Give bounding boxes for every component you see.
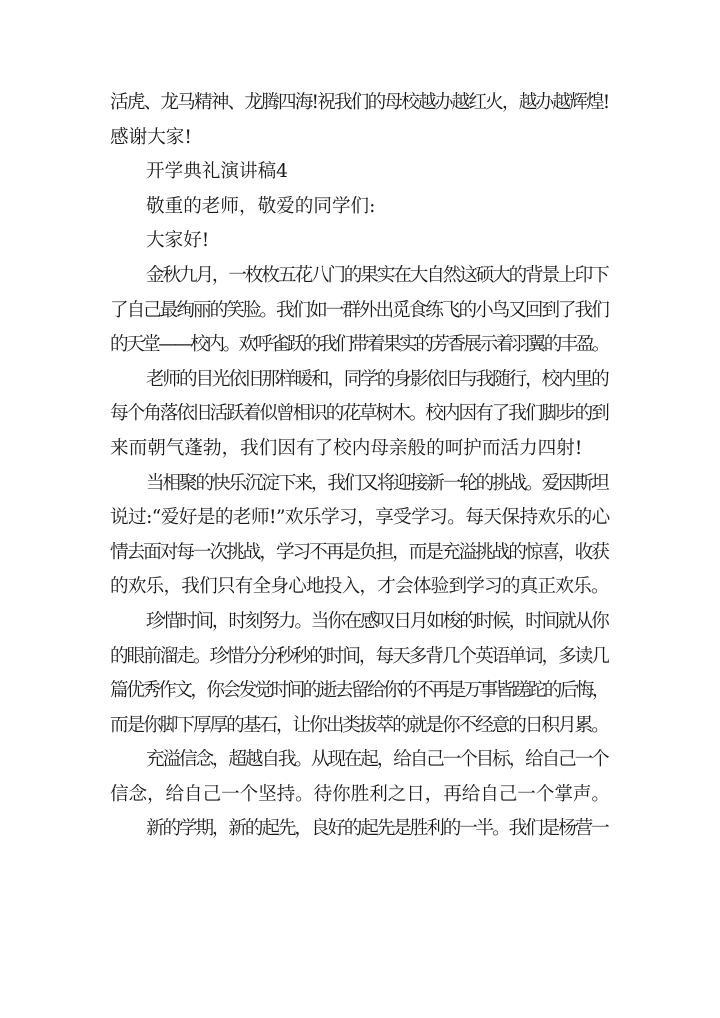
text-line: 的眼前溜走。珍惜分分秒秒的时间，每天多背几个英语单词，多读几 <box>110 645 608 667</box>
text-line: 而是你脚下厚厚的基石，让你出类拔萃的就是你不经意的日积月累。 <box>110 714 608 736</box>
text-line: 的欢乐，我们只有全身心地投入，才会体验到学习的真正欢乐。 <box>110 576 609 598</box>
text-line: 篇优秀作文，你会发觉时间的逝去留给你的不再是万事皆蹉跎的后悔， <box>110 680 608 702</box>
text-line: 敬重的老师，敬爱的同学们: <box>146 195 376 217</box>
document-body <box>110 86 610 847</box>
text-line: 充溢信念，超越自我。从现在起，给自己一个目标，给自己一个 <box>146 749 608 771</box>
text-line: 新的学期，新的起先，良好的起先是胜利的一半。我们是杨营一 <box>146 818 608 840</box>
text-line: 每个角落依旧活跃着似曾相识的花草树木。校内因有了我们脚步的到 <box>110 403 608 425</box>
text-line: 珍惜时间，时刻努力。当你在感叹日月如梭的时候，时间就从你 <box>146 610 608 632</box>
text-line: 来而朝气蓬勃，我们因有了校内母亲般的呵护而活力四射! <box>110 437 583 459</box>
text-line: 当相聚的快乐沉淀下来，我们又将迎接新一轮的挑战。爱因斯坦 <box>146 472 608 494</box>
text-line: 感谢大家! <box>110 126 192 148</box>
text-line: 老师的目光依旧那样暖和，同学的身影依旧与我随行，校内里的 <box>146 368 608 390</box>
text-line: 说过:“爱好是的老师!”欢乐学习，享受学习。每天保持欢乐的心 <box>110 507 610 529</box>
text-line: 活虎、龙马精神、龙腾四海!祝我们的母校越办越红火，越办越辉煌! <box>110 92 609 113</box>
text-line: 开学典礼演讲稿4 <box>146 161 288 183</box>
text-line: 的天堂——校内。欢呼雀跃的我们带着果实的芳香展示着羽翼的丰盈。 <box>110 334 608 356</box>
text-line: 信念，给自己一个坚持。待你胜利之日，再给自己一个掌声。 <box>110 783 610 805</box>
text-line: 情去面对每一次挑战，学习不再是负担，而是充溢挑战的惊喜，收获 <box>110 541 608 563</box>
text-line: 了自己最绚丽的笑脸。我们如一群外出觅食练飞的小鸟又回到了我们 <box>110 299 608 321</box>
text-line: 大家好! <box>146 230 210 252</box>
text-line: 金秋九月，一枚枚五花八门的果实在大自然这硕大的背景上印下 <box>146 264 608 286</box>
